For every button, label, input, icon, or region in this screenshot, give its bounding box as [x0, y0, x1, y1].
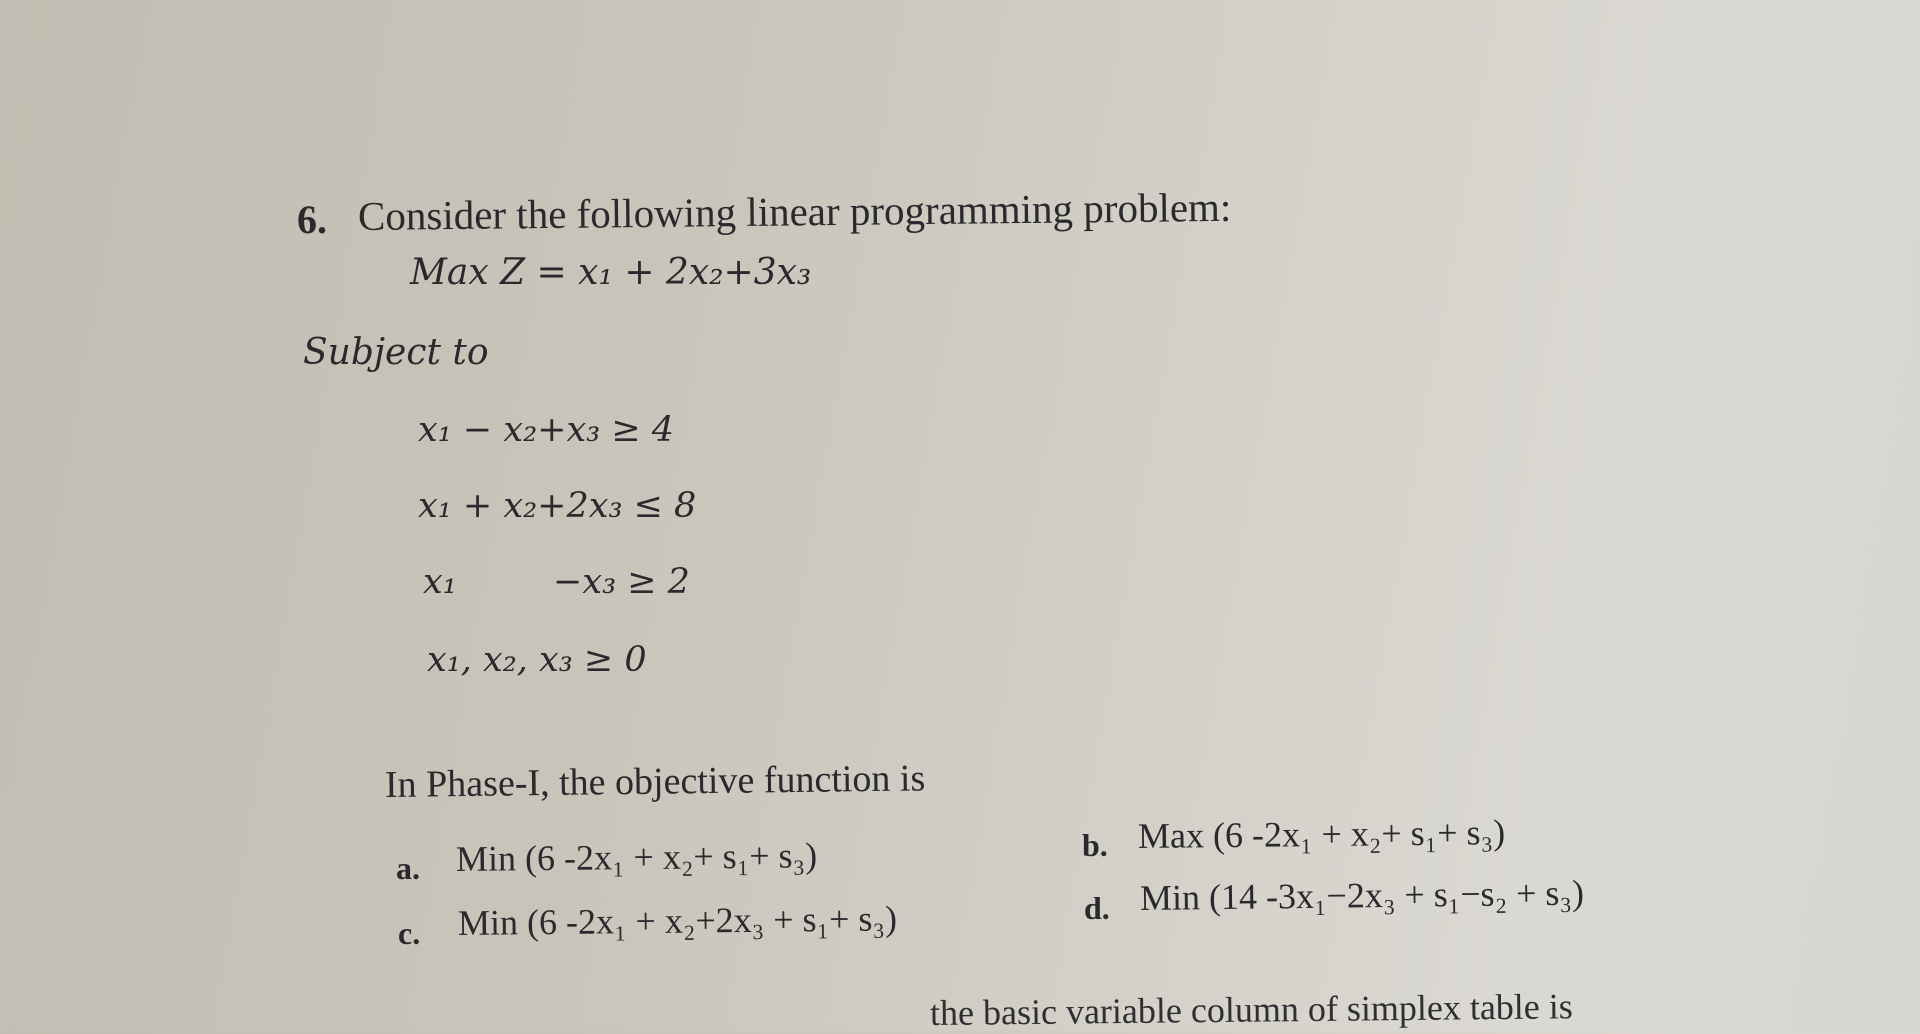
constraint-3-left: x₁	[423, 562, 457, 602]
option-c-letter: c.	[398, 915, 421, 951]
next-question-fragment: the basic variable column of simplex table is	[929, 986, 1574, 1033]
non-negativity-constraint: x₁, x₂, x₃ ≥ 0	[427, 640, 647, 680]
subject-to-label: Subject to	[303, 332, 489, 373]
constraint-1: x₁ − x₂+x₃ ≥ 4	[418, 410, 675, 450]
phase-prompt: In Phase-I, the objective function is	[384, 757, 926, 806]
option-d-letter: d.	[1084, 890, 1110, 926]
constraint-2: x₁ + x₂+2x₃ ≤ 8	[418, 486, 697, 526]
objective-function: Max Z = x₁ + 2x₂+3x₃	[410, 252, 812, 293]
option-b-text: Max (6 -2x₁ + x₂+ s₁+ s₃)	[1137, 812, 1506, 856]
option-d-text: Min (14 -3x₁−2x₃ + s₁−s₂ + s₃)	[1139, 872, 1585, 918]
constraint-3-right: −x₃ ≥ 2	[553, 562, 690, 602]
option-a-letter: a.	[396, 850, 420, 886]
question-number: 6.	[297, 197, 327, 242]
option-b-letter: b.	[1082, 827, 1108, 863]
option-c-text: Min (6 -2x₁ + x₂+2x₃ + s₁+ s₃)	[457, 898, 898, 943]
question-text: Consider the following linear programming problem:	[357, 183, 1232, 239]
option-a-text: Min (6 -2x₁ + x₂+ s₁+ s₃)	[455, 835, 818, 879]
